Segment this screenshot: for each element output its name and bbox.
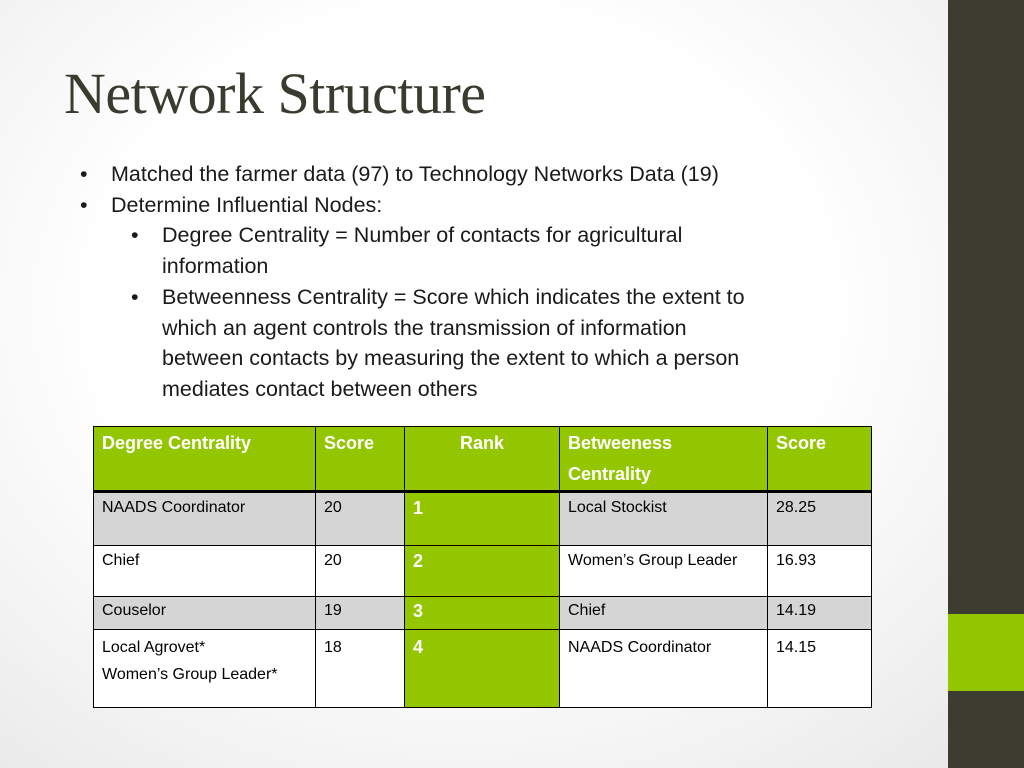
bullet-text-line: mediates contact between others: [162, 376, 478, 401]
cell-rank: 1: [405, 492, 560, 546]
table-row: [94, 630, 872, 708]
bullet-item: [80, 190, 820, 221]
sub-bullet-item: [80, 220, 820, 281]
table-header-row: [94, 427, 872, 492]
slide-title: Network Structure: [64, 61, 486, 126]
cell-degree: Chief: [94, 546, 316, 597]
bullet-text-line: information: [162, 254, 269, 279]
cell-rank: 2: [405, 546, 560, 597]
bullet-text: Determine Influential Nodes:: [111, 192, 383, 217]
header-degree-centrality: Degree Centrality: [94, 427, 316, 492]
bullet-text-line: Betweenness Centrality = Score which indicates the extent to: [162, 284, 745, 309]
cell-degree: Couselor: [94, 597, 316, 630]
header-text-line: Centrality: [568, 464, 652, 484]
header-betweeness-centrality: [560, 427, 768, 492]
bullet-text-line: which an agent controls the transmission of information: [162, 315, 687, 340]
header-text-line: Betweeness: [568, 433, 673, 453]
bullet-list: [80, 159, 820, 405]
centrality-table: [93, 426, 872, 708]
bullet-text: Matched the farmer data (97) to Technology Networks Data (19): [111, 162, 719, 186]
cell-score: 28.25: [768, 492, 872, 546]
sidebar-green-accent: [948, 614, 1024, 691]
cell-text-line: Local Agrovet*: [102, 639, 206, 656]
bullet-text-line: between contacts by measuring the extent to which a person: [162, 346, 740, 371]
cell-rank: 4: [405, 630, 560, 708]
cell-score: 20: [316, 546, 405, 597]
bullet-dot: •: [80, 192, 88, 217]
table-row: [94, 597, 872, 630]
cell-betweeness: Local Stockist: [560, 492, 768, 546]
cell-degree: [94, 630, 316, 708]
cell-betweeness: NAADS Coordinator: [560, 630, 768, 708]
bullet-dot: •: [80, 162, 88, 186]
cell-rank: 3: [405, 597, 560, 630]
bullet-dot: •: [131, 223, 139, 248]
cell-betweeness: Women’s Group Leader: [560, 546, 768, 597]
table-row: [94, 546, 872, 597]
cell-score: 20: [316, 492, 405, 546]
header-rank: Rank: [405, 427, 560, 492]
sub-bullet-item: [80, 282, 820, 405]
bullet-dot: •: [131, 284, 139, 309]
cell-score: 19: [316, 597, 405, 630]
cell-text-line: Women’s Group Leader*: [102, 666, 278, 683]
bullet-text-line: Degree Centrality = Number of contacts for agricultural: [162, 223, 683, 248]
bullet-item: [80, 159, 820, 190]
cell-score: 18: [316, 630, 405, 708]
cell-betweeness: Chief: [560, 597, 768, 630]
header-score: Score: [316, 427, 405, 492]
table-row: [94, 492, 872, 546]
cell-score: 14.15: [768, 630, 872, 708]
cell-score: 14.19: [768, 597, 872, 630]
cell-degree: NAADS Coordinator: [94, 492, 316, 546]
cell-score: 16.93: [768, 546, 872, 597]
header-score: Score: [768, 427, 872, 492]
